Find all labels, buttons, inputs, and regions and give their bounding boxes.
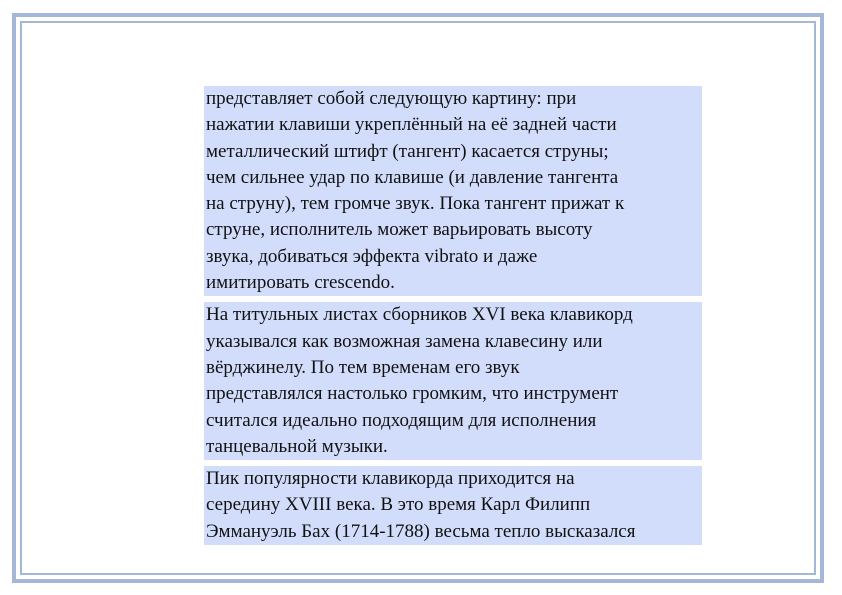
paragraph-2: [204, 302, 702, 460]
text-line: На титульных листах сборников XVI века клавикорд: [206, 304, 633, 326]
text-line: Эммануэль Бах (1714-1788) весьма тепло высказался: [206, 520, 636, 542]
text-line: металлический штифт (тангент) касается струны;: [206, 140, 609, 162]
paragraph-3: [204, 466, 702, 545]
paragraph-1: [204, 86, 702, 296]
text-line: вёрджинелу. По тем временам его звук: [206, 356, 520, 378]
text-line: указывался как возможная замена клавесину или: [206, 330, 603, 352]
text-line: считался идеально подходящим для исполнения: [206, 409, 597, 431]
text-line: струне, исполнитель может варьировать высоту: [206, 219, 593, 241]
text-line: представляет собой следующую картину: при: [206, 88, 577, 109]
text-line: представлялся настолько громким, что инструмент: [206, 383, 619, 405]
text-line: на струну), тем громче звук. Пока тангент прижат к: [206, 193, 625, 215]
text-line: имитировать crescendo.: [206, 272, 395, 294]
text-line: середину XVIII века. В это время Карл Филипп: [206, 494, 591, 516]
text-line: танцевальной музыки.: [206, 435, 388, 457]
text-line: нажатии клавиши укреплённый на её задней части: [206, 114, 617, 136]
text-line: чем сильнее удар по клавише (и давление тангента: [206, 166, 619, 188]
text-line: Пик популярности клавикорда приходится на: [206, 468, 575, 490]
text-block: [204, 86, 702, 545]
text-line: звука, добиваться эффекта vibrato и даже: [206, 245, 538, 267]
